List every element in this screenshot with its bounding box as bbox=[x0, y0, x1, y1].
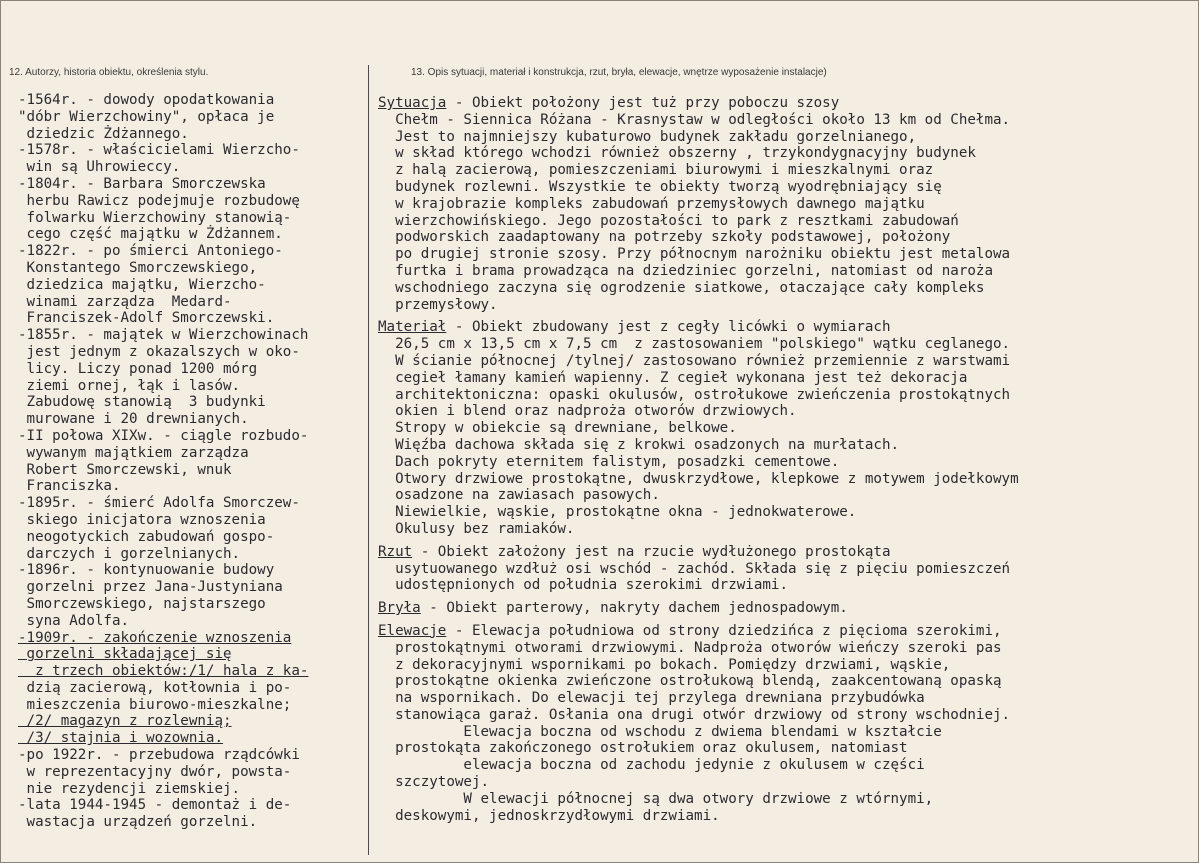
section-line bbox=[378, 229, 1019, 246]
section-heading: Bryła bbox=[378, 600, 421, 617]
history-line: folwarku Wierzchowiny stanowią- bbox=[18, 209, 292, 226]
section-text: architektoniczna: opaski okulusów, ostrołukowe zwieńczenia prostokątnych bbox=[378, 386, 1011, 403]
section-text: Dach pokryty eternitem falistym, posadzki cementowe. bbox=[378, 453, 840, 470]
history-line: nie rezydencji ziemskiej. bbox=[18, 780, 241, 797]
section-text: 26,5 cm x 13,5 cm x 7,5 cm z zastosowaniem "polskiego" wątku ceglanego. bbox=[378, 336, 1011, 353]
section-rzut bbox=[378, 544, 1019, 594]
section-text: prostokąta zakończonego ostrołukiem oraz okulusem, natomiast bbox=[378, 740, 908, 757]
section-text: okien i blend oraz nadproża otworów drzwiowych. bbox=[378, 403, 797, 420]
history-line: Franciszka. bbox=[18, 478, 121, 495]
section-line bbox=[378, 420, 1019, 437]
history-line: -1855r. - majątek w Wierzchowinach bbox=[18, 327, 309, 344]
history-line: dziedzic Żdżannego. bbox=[18, 125, 189, 142]
section-text: podworskich zaadaptowany na potrzeby szkoły podstawowej, położony bbox=[378, 229, 951, 246]
section-line bbox=[378, 297, 1019, 314]
history-line: Zabudowę stanowią 3 budynki bbox=[18, 394, 266, 411]
history-line: cego część majątku w Żdżannem. bbox=[18, 226, 283, 243]
history-line: wastacja urządzeń gorzelni. bbox=[18, 814, 258, 831]
history-line: -1895r. - śmierć Adolfa Smorczew- bbox=[18, 495, 300, 512]
column-divider bbox=[368, 65, 369, 855]
section-text: - Obiekt położony jest tuż przy poboczu szosy bbox=[446, 95, 840, 111]
history-line: -II połowa XIXw. - ciągle rozbudo- bbox=[18, 427, 309, 444]
section-text: Stropy w obiekcie są drewniane, belkowe. bbox=[378, 420, 737, 437]
section-line bbox=[378, 521, 1019, 538]
history-line: "dóbr Wierzchowiny", opłaca je bbox=[18, 108, 275, 125]
history-line: -1804r. - Barbara Smorczewska bbox=[18, 175, 266, 192]
section-text: Okulusy bez ramiaków. bbox=[378, 520, 575, 537]
history-line: winami zarządza Medard- bbox=[18, 293, 232, 310]
section-heading: Materiał bbox=[378, 319, 447, 336]
section-text: wschodniego zaczyna się ogrodzenie siatkowe, otaczające cały kompleks bbox=[378, 279, 985, 296]
history-line: Robert Smorczewski, wnuk bbox=[18, 461, 232, 478]
history-line: jest jednym z okazalszych w oko- bbox=[18, 343, 300, 360]
section-bryła bbox=[378, 600, 1019, 617]
section-materiał bbox=[378, 319, 1019, 537]
section-text: W ścianie północnej /tylnej/ zastosowano również przemiennie z warstwami bbox=[378, 352, 1011, 369]
section-line bbox=[378, 544, 1019, 561]
section-text: Jest to najmniejszy kubaturowo budynek zakładu gorzelnianego, bbox=[378, 128, 917, 145]
section-text: W elewacji północnej są dwa otwory drzwiowe z wtórnymi, bbox=[378, 790, 934, 807]
history-line: gorzelni przez Jana-Justyniana bbox=[18, 579, 283, 596]
section-line bbox=[378, 370, 1019, 387]
history-line: murowane i 20 drewnianych. bbox=[18, 411, 249, 428]
section-text: usytuowanego wzdłuż osi wschód - zachód. Składa się z pięciu pomieszczeń bbox=[378, 560, 1011, 577]
history-line: Smorczewskiego, najstarszego bbox=[18, 595, 266, 612]
section-line bbox=[378, 403, 1019, 420]
section-line bbox=[378, 213, 1019, 230]
section-text: osadzone na zawiasach pasowych. bbox=[378, 487, 660, 504]
section-text: cegieł łamany kamień wapienny. Z cegieł wykonana jest też dekoracja bbox=[378, 369, 968, 386]
history-line: -1896r. - kontynuowanie budowy bbox=[18, 562, 275, 579]
section-line bbox=[378, 454, 1019, 471]
history-line: dziedzica majątku, Wierzcho- bbox=[18, 276, 266, 293]
history-line: -1564r. - dowody opodatkowania bbox=[18, 92, 275, 108]
section-line bbox=[378, 791, 1019, 808]
section-line bbox=[378, 145, 1019, 162]
section-line bbox=[378, 808, 1019, 825]
section-heading: Elewacje bbox=[378, 622, 447, 639]
history-line: licy. Liczy ponad 1200 mórg bbox=[18, 360, 258, 377]
section-line bbox=[378, 561, 1019, 578]
history-line: w reprezentacyjny dwór, powsta- bbox=[18, 763, 292, 780]
section-text: udostępnionych od południa szerokimi drzwiami. bbox=[378, 577, 788, 594]
section-line bbox=[378, 437, 1019, 454]
section-text: po drugiej stronie szosy. Przy północnym narożniku obiektu jest metalowa bbox=[378, 246, 1011, 263]
section-line bbox=[378, 162, 1019, 179]
section-text: elewacja boczna od zachodu jedynie z okulusem w części bbox=[378, 757, 925, 774]
section-line bbox=[378, 740, 1019, 757]
history-line: -1578r. - właścicielami Wierzcho- bbox=[18, 142, 300, 159]
section-line bbox=[378, 673, 1019, 690]
history-line: skiego inicjatora wznoszenia bbox=[18, 511, 266, 528]
section-line bbox=[378, 577, 1019, 594]
section-text: z halą zacierową, pomieszczeniami biurowymi i mieszkalnymi oraz bbox=[378, 162, 934, 179]
section-line bbox=[378, 487, 1019, 504]
description-column bbox=[378, 95, 1019, 830]
left-column-header: 12. Autorzy, historia obiektu, określenia stylu. bbox=[9, 67, 209, 78]
history-line: win są Uhrowieccy. bbox=[18, 159, 181, 176]
section-line bbox=[378, 504, 1019, 521]
history-line: mieszczenia biurowo-mieszkalne; bbox=[18, 696, 292, 713]
section-line bbox=[378, 353, 1019, 370]
section-line bbox=[378, 724, 1019, 741]
section-text: w krajobrazie kompleks zabudowań przemysłowych dawnego majątku bbox=[378, 195, 925, 212]
section-line bbox=[378, 600, 1019, 617]
history-line: /2/ magazyn z rozlewnią; bbox=[18, 713, 232, 730]
section-line bbox=[378, 690, 1019, 707]
section-text: budynek rozlewni. Wszystkie te obiekty tworzą wyodrębniający się bbox=[378, 178, 942, 195]
history-line: dzią zacierową, kotłownia i po- bbox=[18, 679, 292, 696]
section-text: wierzchowińskiego. Jego pozostałości to park z resztkami zabudowań bbox=[378, 212, 959, 229]
section-text: stanowiąca garaż. Osłania ona drugi otwór drzwiowy od strony wschodniej. bbox=[378, 706, 1011, 723]
section-line bbox=[378, 263, 1019, 280]
section-text: na wspornikach. Do elewacji tej przylega drewniana przybudówka bbox=[378, 690, 925, 707]
section-line bbox=[378, 179, 1019, 196]
section-line bbox=[378, 319, 1019, 336]
section-text: deskowymi, jednoskrzydłowymi drzwiami. bbox=[378, 807, 720, 824]
section-text: szczytowej. bbox=[378, 774, 490, 791]
section-line bbox=[378, 774, 1019, 791]
history-line: gorzelni składającej się bbox=[18, 646, 232, 663]
section-sytuacja bbox=[378, 95, 1019, 313]
history-line: darczych i gorzelnianych. bbox=[18, 545, 241, 562]
section-line bbox=[378, 657, 1019, 674]
section-line bbox=[378, 623, 1019, 640]
section-text: - Obiekt zbudowany jest z cegły licówki o wymiarach bbox=[446, 319, 891, 336]
section-line bbox=[378, 196, 1019, 213]
section-line bbox=[378, 640, 1019, 657]
section-text: Niewielkie, wąskie, prostokątne okna - jednokwaterowe. bbox=[378, 504, 857, 521]
history-line: -1822r. - po śmierci Antoniego- bbox=[18, 243, 283, 260]
section-text: - Obiekt założony jest na rzucie wydłużonego prostokąta bbox=[412, 543, 891, 560]
section-line bbox=[378, 246, 1019, 263]
history-column bbox=[18, 92, 308, 831]
section-line bbox=[378, 471, 1019, 488]
section-elewacje bbox=[378, 623, 1019, 825]
section-line bbox=[378, 707, 1019, 724]
section-heading: Sytuacja bbox=[378, 95, 447, 111]
history-line: ziemi ornej, łąk i lasów. bbox=[18, 377, 241, 394]
section-text: prostokątne okienka zwieńczone ostrołukową blendą, zaakcentowaną opaską bbox=[378, 673, 1002, 690]
section-line bbox=[378, 112, 1019, 129]
history-line: -1909r. - zakończenie wznoszenia bbox=[18, 629, 292, 646]
section-text: - Elewacja południowa od strony dziedzińca z pięcioma szerokimi, bbox=[446, 622, 1002, 639]
section-text: prostokątnymi otworami drzwiowymi. Nadproża otworów wieńczy szeroki pas bbox=[378, 639, 1002, 656]
history-line: z trzech obiektów:/1/ hala z ka- bbox=[18, 663, 309, 680]
history-line: syna Adolfa. bbox=[18, 612, 130, 629]
section-line bbox=[378, 129, 1019, 146]
section-line bbox=[378, 757, 1019, 774]
history-line: -lata 1944-1945 - demontaż i de- bbox=[18, 797, 292, 814]
section-text: przemysłowy. bbox=[378, 296, 498, 313]
section-heading: Rzut bbox=[378, 543, 413, 560]
history-line: Konstantego Smorczewskiego, bbox=[18, 259, 258, 276]
section-line bbox=[378, 95, 1019, 112]
section-text: Więźba dachowa składa się z krokwi osadzonych na murłatach. bbox=[378, 436, 900, 453]
section-line bbox=[378, 280, 1019, 297]
history-line: -po 1922r. - przebudowa rządcówki bbox=[18, 747, 300, 764]
history-line: neogotyckich zabudowań gospo- bbox=[18, 528, 275, 545]
section-line bbox=[378, 387, 1019, 404]
history-line: /3/ stajnia i wozownia. bbox=[18, 730, 223, 747]
history-line: herbu Rawicz podejmuje rozbudowę bbox=[18, 192, 300, 209]
section-text: - Obiekt parterowy, nakryty dachem jednospadowym. bbox=[420, 600, 848, 617]
section-text: furtka i brama prowadząca na dziedziniec gorzelni, natomiast od naroża bbox=[378, 262, 993, 279]
section-line bbox=[378, 336, 1019, 353]
section-text: Otwory drzwiowe prostokątne, dwuskrzydłowe, klepkowe z motywem jodełkowym bbox=[378, 470, 1019, 487]
section-text: Elewacja boczna od wschodu z dwiema blendami w kształcie bbox=[378, 723, 942, 740]
history-line: Franciszek-Adolf Smorczewski. bbox=[18, 310, 275, 327]
section-text: z dekoracyjnymi wspornikami po bokach. Pomiędzy drzwiami, wąskie, bbox=[378, 656, 951, 673]
history-line: wywanym majątkiem zarządza bbox=[18, 444, 249, 461]
section-text: w skład którego wchodzi również obszerny , trzykondygnacyjny budynek bbox=[378, 145, 976, 162]
section-text: Chełm - Siennica Różana - Krasnystaw w odległości około 13 km od Chełma. bbox=[378, 111, 1011, 128]
right-column-header: 13. Opis sytuacji, materiał i konstrukcja, rzut, bryła, elewacje, wnętrze wyposażenie instalacje) bbox=[411, 67, 827, 78]
